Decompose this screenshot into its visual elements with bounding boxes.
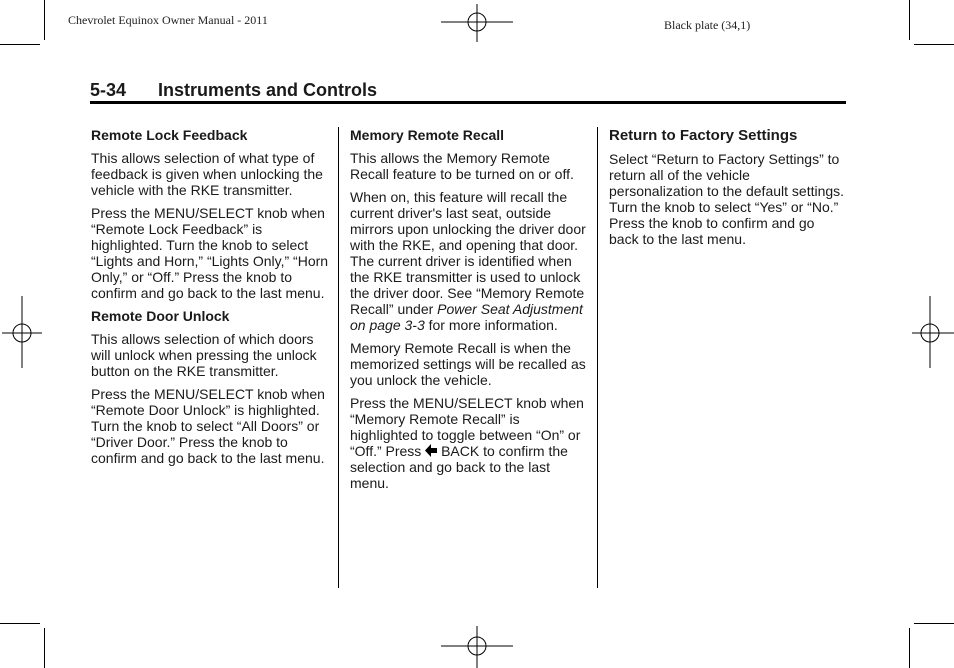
paragraph: This allows the Memory Remote Recall feature to be turned on or off. <box>350 150 574 182</box>
registration-mark-bottom <box>441 624 515 668</box>
paragraph <box>350 189 588 333</box>
heading-memory-remote-recall: Memory Remote Recall <box>350 127 505 143</box>
section-title: Instruments and Controls <box>158 80 378 100</box>
paragraph-text: BACK to confirm the selection and go back to the last menu. <box>350 443 568 491</box>
paragraph-text: Press the MENU/SELECT knob when “Memory Remote Recall” is highlighted to toggle between “On” or “Off.” Press <box>350 395 584 459</box>
crop-mark-bottom-left-h <box>0 623 40 624</box>
paragraph: Press the MENU/SELECT knob when “Remote Door Unlock” is highlighted. Turn the knob to select “All Doors” or “Driver Door.” Press the knob to confirm and go back to the last menu. <box>91 386 325 466</box>
column-2 <box>350 127 588 498</box>
crop-mark-top-left-h <box>0 44 40 45</box>
cross-reference-link[interactable]: Power Seat Adjustment on page 3-3 <box>350 301 583 333</box>
column-3 <box>609 127 847 254</box>
registration-mark-top <box>441 4 515 44</box>
crop-mark-top-right-h <box>914 44 954 45</box>
back-arrow-icon <box>425 444 437 457</box>
paragraph: Select “Return to Factory Settings” to return all of the vehicle personalization to the default settings. Turn the knob to select “Yes” or “No.” Press the knob to confirm and go back to the last menu. <box>609 151 845 247</box>
heading-return-to-factory-settings: Return to Factory Settings <box>609 127 798 144</box>
paragraph-text: When on, this feature will recall the current driver's last seat, outside mirrors upon unlocking the driver door with the RKE, and opening that door. The current driver is identified when the RKE transmitter is used to unlock the driver door. See “Memory Remote Recall” under <box>350 189 586 317</box>
crop-mark-bottom-left-v <box>44 628 45 668</box>
heading-remote-door-unlock: Remote Door Unlock <box>91 308 230 324</box>
crop-mark-bottom-right-v <box>909 628 910 668</box>
column-divider-2 <box>597 127 598 588</box>
paragraph-text: for more information. <box>424 317 558 333</box>
paragraph: This allows selection of what type of feedback is given when unlocking the vehicle with the RKE transmitter. <box>91 150 323 198</box>
paragraph: This allows selection of which doors will unlock when pressing the unlock button on the RKE transmitter. <box>91 331 317 379</box>
paragraph: Memory Remote Recall is when the memorized settings will be recalled as you unlock the vehicle. <box>350 340 586 388</box>
registration-mark-left <box>2 296 44 370</box>
paragraph: Press the MENU/SELECT knob when “Remote Lock Feedback” is highlighted. Turn the knob to select “Lights and Horn,” “Lights Only,” “Horn Only,” or “Off.” Press the knob to confirm and go back to the last menu. <box>91 205 329 301</box>
registration-mark-right <box>910 296 954 370</box>
column-1 <box>91 127 329 473</box>
manual-title: Chevrolet Equinox Owner Manual - 2011 <box>68 13 268 27</box>
plate-label: Black plate (34,1) <box>664 18 751 32</box>
crop-mark-top-right-v <box>909 0 910 40</box>
crop-mark-bottom-right-h <box>914 623 954 624</box>
paragraph <box>350 395 588 491</box>
heading-remote-lock-feedback: Remote Lock Feedback <box>91 127 248 143</box>
page-number: 5-34 <box>90 80 127 100</box>
crop-mark-top-left-v <box>44 0 45 40</box>
column-divider-1 <box>338 127 339 588</box>
title-rule <box>90 101 846 104</box>
